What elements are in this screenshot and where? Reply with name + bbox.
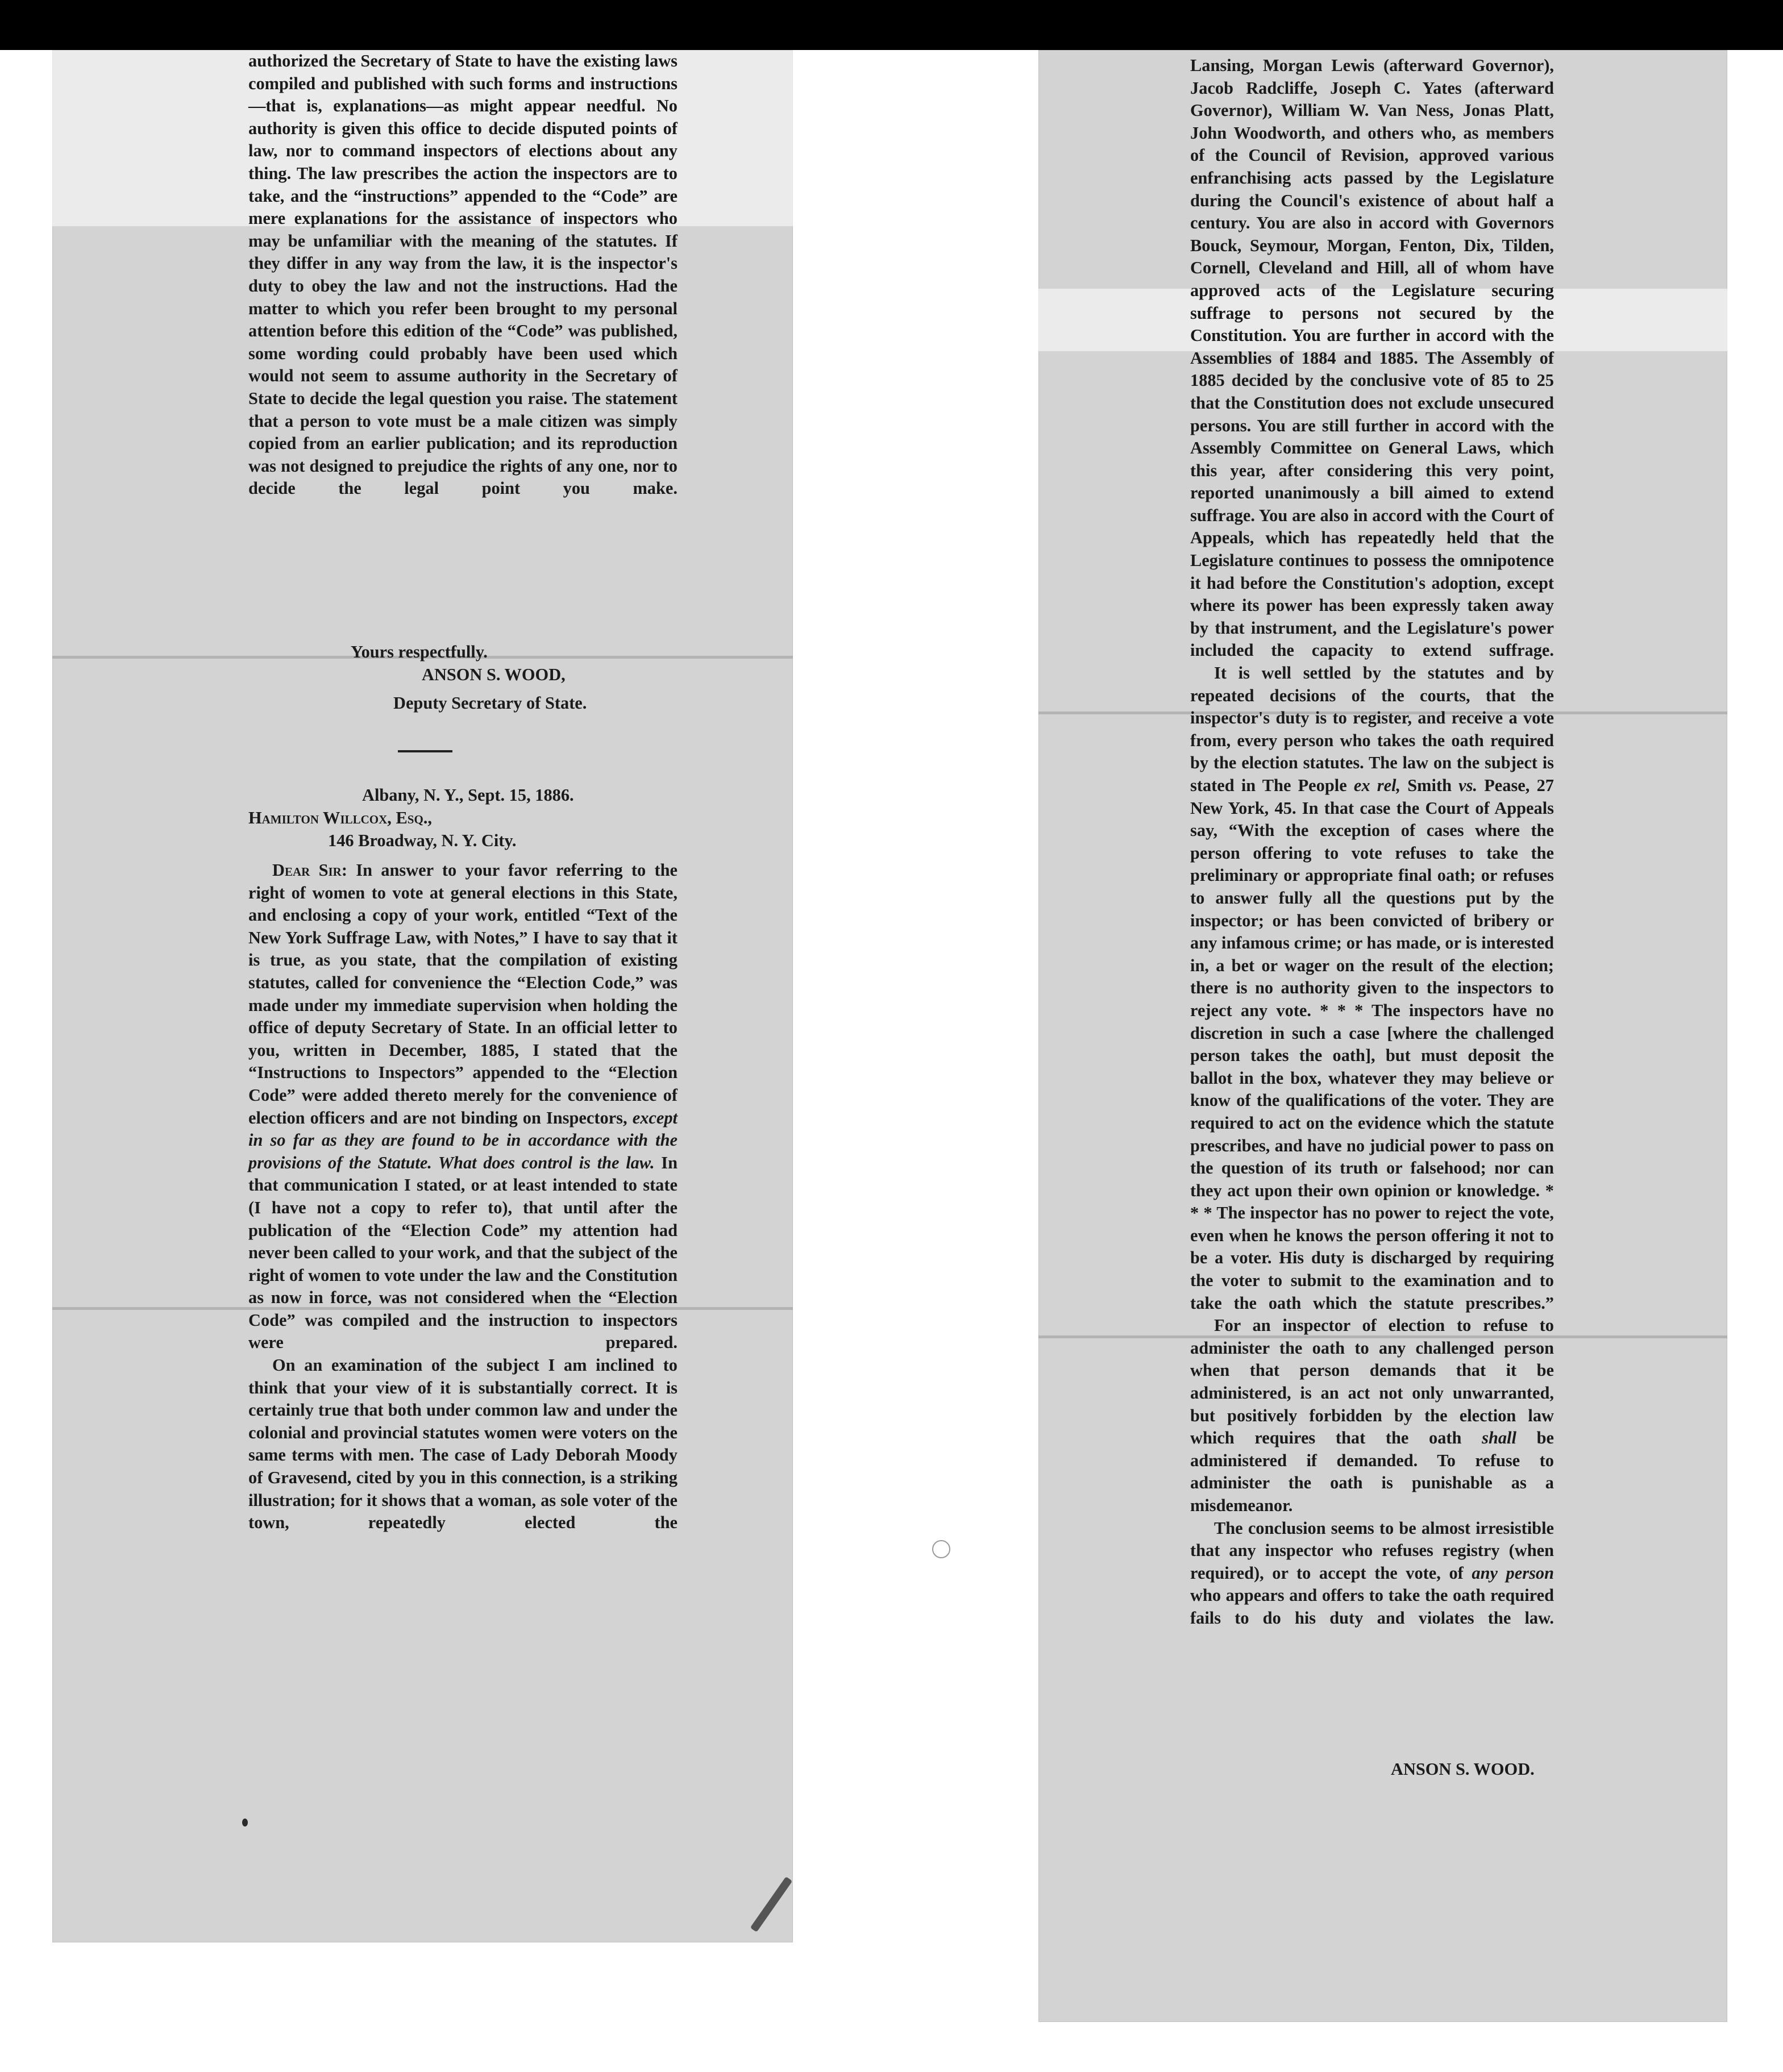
letter1-closing: Yours respectfully. (351, 642, 488, 661)
letter1-signature-name: ANSON S. WOOD, (422, 665, 566, 684)
paragraph-oath-refusal: For an inspector of election to refuse to administer the oath to any challenged person when that person demands that it be administered, is an act not only unwarranted, but positively forbidden by the election law which requires that the oath shall be administered if demanded. To refuse to administer the oath is punishable as a misdemeanor. (1190, 1316, 1554, 1515)
salutation: Dear Sir: (272, 860, 347, 880)
letter-separator (398, 750, 452, 752)
letter2-dateline: Albany, N. Y., Sept. 15, 1886. (362, 785, 574, 805)
article-signature: ANSON S. WOOD. (1391, 1759, 1535, 1779)
punch-hole (932, 1540, 950, 1558)
letter2-addressee: Hamilton Willcox, Esq., (248, 808, 432, 827)
article-body (1190, 55, 1554, 1630)
ink-speck (242, 1819, 248, 1826)
paper-tear-mark (750, 1877, 793, 1932)
letter2-paragraph-1: Dear Sir: In answer to your favor referring to the right of women to vote at general elections in this State, and enclosing a copy of your work, entitled “Text of the New York Suffrage Law, with Notes,” I have to say that it is true, as you state, that the compilation of existing statutes, called for convenience the “Election Code,” was made under my immediate supervision when holding the office of deputy Secretary of State. In an official letter to you, written in December, 1885, I stated that the “Instructions to Inspectors” appended to the “Election Code” were added thereto merely for the convenience of election officers and are not binding on Inspectors, except in so far as they are found to be in accordance with the provisions of the Statute. What does control is the law. In that communication I stated, or at least intended to state (I have not a copy to refer to), that until after the publication of the “Election Code” my attention had never been called to your work, and that the subject of the right of women to vote under the law and the Constitution as now in force, was not considered when the “Election Code” was compiled and the instruction to inspectors were prepared. (248, 860, 678, 1353)
letter2-address: 146 Broadway, N. Y. City. (328, 831, 517, 850)
paragraph-inspector-duty: It is well settled by the statutes and by repeated decisions of the courts, that the inspector's duty is to register, and receive a vote from, every person who takes the oath required by the election statutes. The law on the subject is stated in The People ex rel, Smith vs. Pease, 27 New York, 45. In that case the Court of Appeals say, “With the exception of cases where the person offering to vote refuses to take the preliminary or appropriate final oath; or refuses to answer fully all the questions put by the inspector; or has been convicted of bribery or any infamous crime; or has made, or is interested in, a bet or wager on the result of the election; there is no authority given to the inspectors to reject any vote. * * * The inspectors have no discretion in such a case [where the challenged person takes the oath], but must deposit the ballot in the box, whatever they may believe or know of the qualifications of the voter. They are required to act on the evidence which the statute prescribes, and have no judicial power to pass on the question of its truth or falsehood; nor can they act upon their own opinion or knowledge. * * * The inspector has no power to reject the vote, even when he knows the person offering it not to be a voter. His duty is discharged by requiring the voter to submit to the examination and to take the oath which the statute prescribes.” (1190, 663, 1554, 1313)
scan-top-border (0, 0, 1783, 50)
letter2-body (248, 859, 678, 1534)
paragraph-council-of-revision: Lansing, Morgan Lewis (afterward Governor), Jacob Radcliffe, Joseph C. Yates (afterward Governor), William W. Van Ness, Jonas Platt, John Woodworth, and others who, as members of the Council of Revision, approved various enfranchising acts passed by the Legislature during the Council's existence of about half a century. You are also in accord with Governors Bouck, Seymour, Morgan, Fenton, Dix, Tilden, Cornell, Cleveland and Hill, all of whom have approved acts of the Legislature securing suffrage to persons not secured by the Constitution. You are further in accord with the Assemblies of 1884 and 1885. The Assembly of 1885 decided by the conclusive vote of 85 to 25 that the Constitution does not exclude unsecured persons. You are still further in accord with the Assembly Committee on General Laws, which this year, after considering this very point, reported unanimously a bill aimed to extend suffrage. You are also in accord with the Court of Appeals, which has repeatedly held that the Legislature continues to possess the omnipotence it had before the Constitution's adoption, except where its power has been expressly taken away by that instrument, and the Legislature's power included the capacity to extend suffrage. (1190, 56, 1554, 660)
paragraph-conclusion: The conclusion seems to be almost irresistible that any inspector who refuses registry (when required), or to accept the vote, of any person who appears and offers to take the oath required fails to do his duty and violates the law. (1190, 1518, 1554, 1628)
right-clipping-strip (1038, 50, 1727, 2022)
letter1-paragraph: authorized the Secretary of State to have the existing laws compiled and published with such forms and instructions—that is, explanations—as might appear needful. No authority is given this office to decide disputed points of law, nor to command inspectors of elections about any thing. The law prescribes the action the inspectors are to take, and the “instructions” appended to the “Code” are mere explanations for the assistance of inspectors who may be unfamiliar with the meaning of the statutes. If they differ in any way from the law, it is the inspector's duty to obey the law and not the instructions. Had the matter to which you refer been brought to my personal attention before this edition of the “Code” was published, some wording could probably have been used which would not seem to assume authority in the Secretary of State to decide the legal question you raise. The statement that a person to vote must be a male citizen was simply copied from an earlier publication; and its reproduction was not designed to prejudice the rights of any one, nor to decide the legal point you make. (248, 51, 678, 498)
letter1-signature-title: Deputy Secretary of State. (393, 693, 587, 713)
left-clipping-strip (52, 50, 793, 1942)
letter2-paragraph-2: On an examination of the subject I am inclined to think that your view of it is substantially correct. It is certainly true that both under common law and under the colonial and provincial statutes women were voters on the same terms with men. The case of Lady Deborah Moody of Gravesend, cited by you in this connection, is a striking illustration; for it shows that a woman, as sole voter of the town, repeatedly elected the (248, 1355, 678, 1533)
letter1-body (248, 50, 678, 500)
